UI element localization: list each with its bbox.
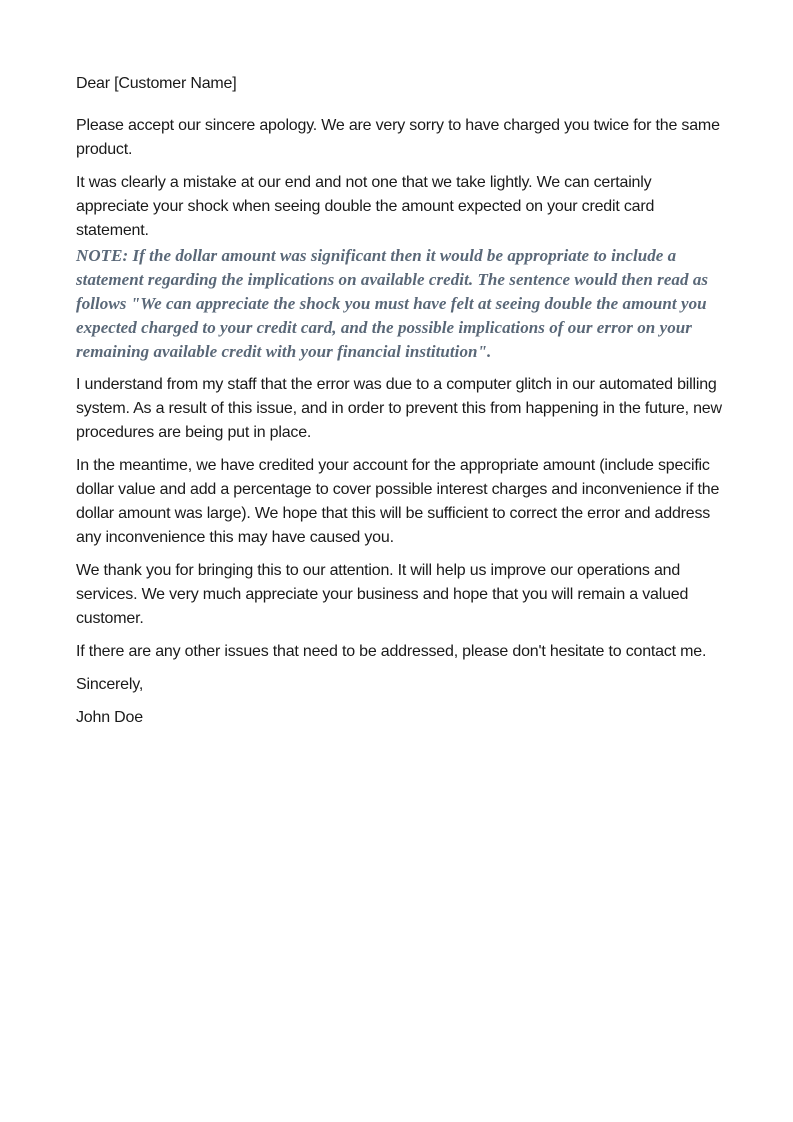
letter-closing: Sincerely, xyxy=(76,676,144,693)
paragraph-thanks: We thank you for bringing this to our attention. It will help us improve our operations and services. We very much appreciate your business and hope that you will remain a valued customer. xyxy=(76,562,689,627)
letter-greeting: Dear [Customer Name] xyxy=(76,75,237,92)
letter-signature: John Doe xyxy=(76,709,143,726)
paragraph-mistake: It was clearly a mistake at our end and not one that we take lightly. We can certainly appreciate your shock when seeing double the amount expected on your credit card statement. xyxy=(76,174,655,239)
letter-body xyxy=(76,72,726,730)
editorial-note: NOTE: If the dollar amount was significant then it would be appropriate to include a statement regarding the implications on available credit. The sentence would then read as follows "We can appreciate the shock you must have felt at seeing double the amount you expected charged to your credit card, and the possible implications of our error on your remaining available credit with your financial institution". xyxy=(76,246,709,361)
paragraph-contact: If there are any other issues that need to be addressed, please don't hesitate to contact me. xyxy=(76,643,707,660)
paragraph-cause: I understand from my staff that the error was due to a computer glitch in our automated billing system. As a result of this issue, and in order to prevent this from happening in the future, new procedures are being put in place. xyxy=(76,376,722,441)
paragraph-apology: Please accept our sincere apology. We are very sorry to have charged you twice for the same product. xyxy=(76,117,720,158)
paragraph-credit: In the meantime, we have credited your account for the appropriate amount (include specific dollar value and add a percentage to cover possible interest charges and inconvenience if the dollar amount was large). We hope that this will be sufficient to correct the error and address any inconvenience this may have caused you. xyxy=(76,457,720,546)
